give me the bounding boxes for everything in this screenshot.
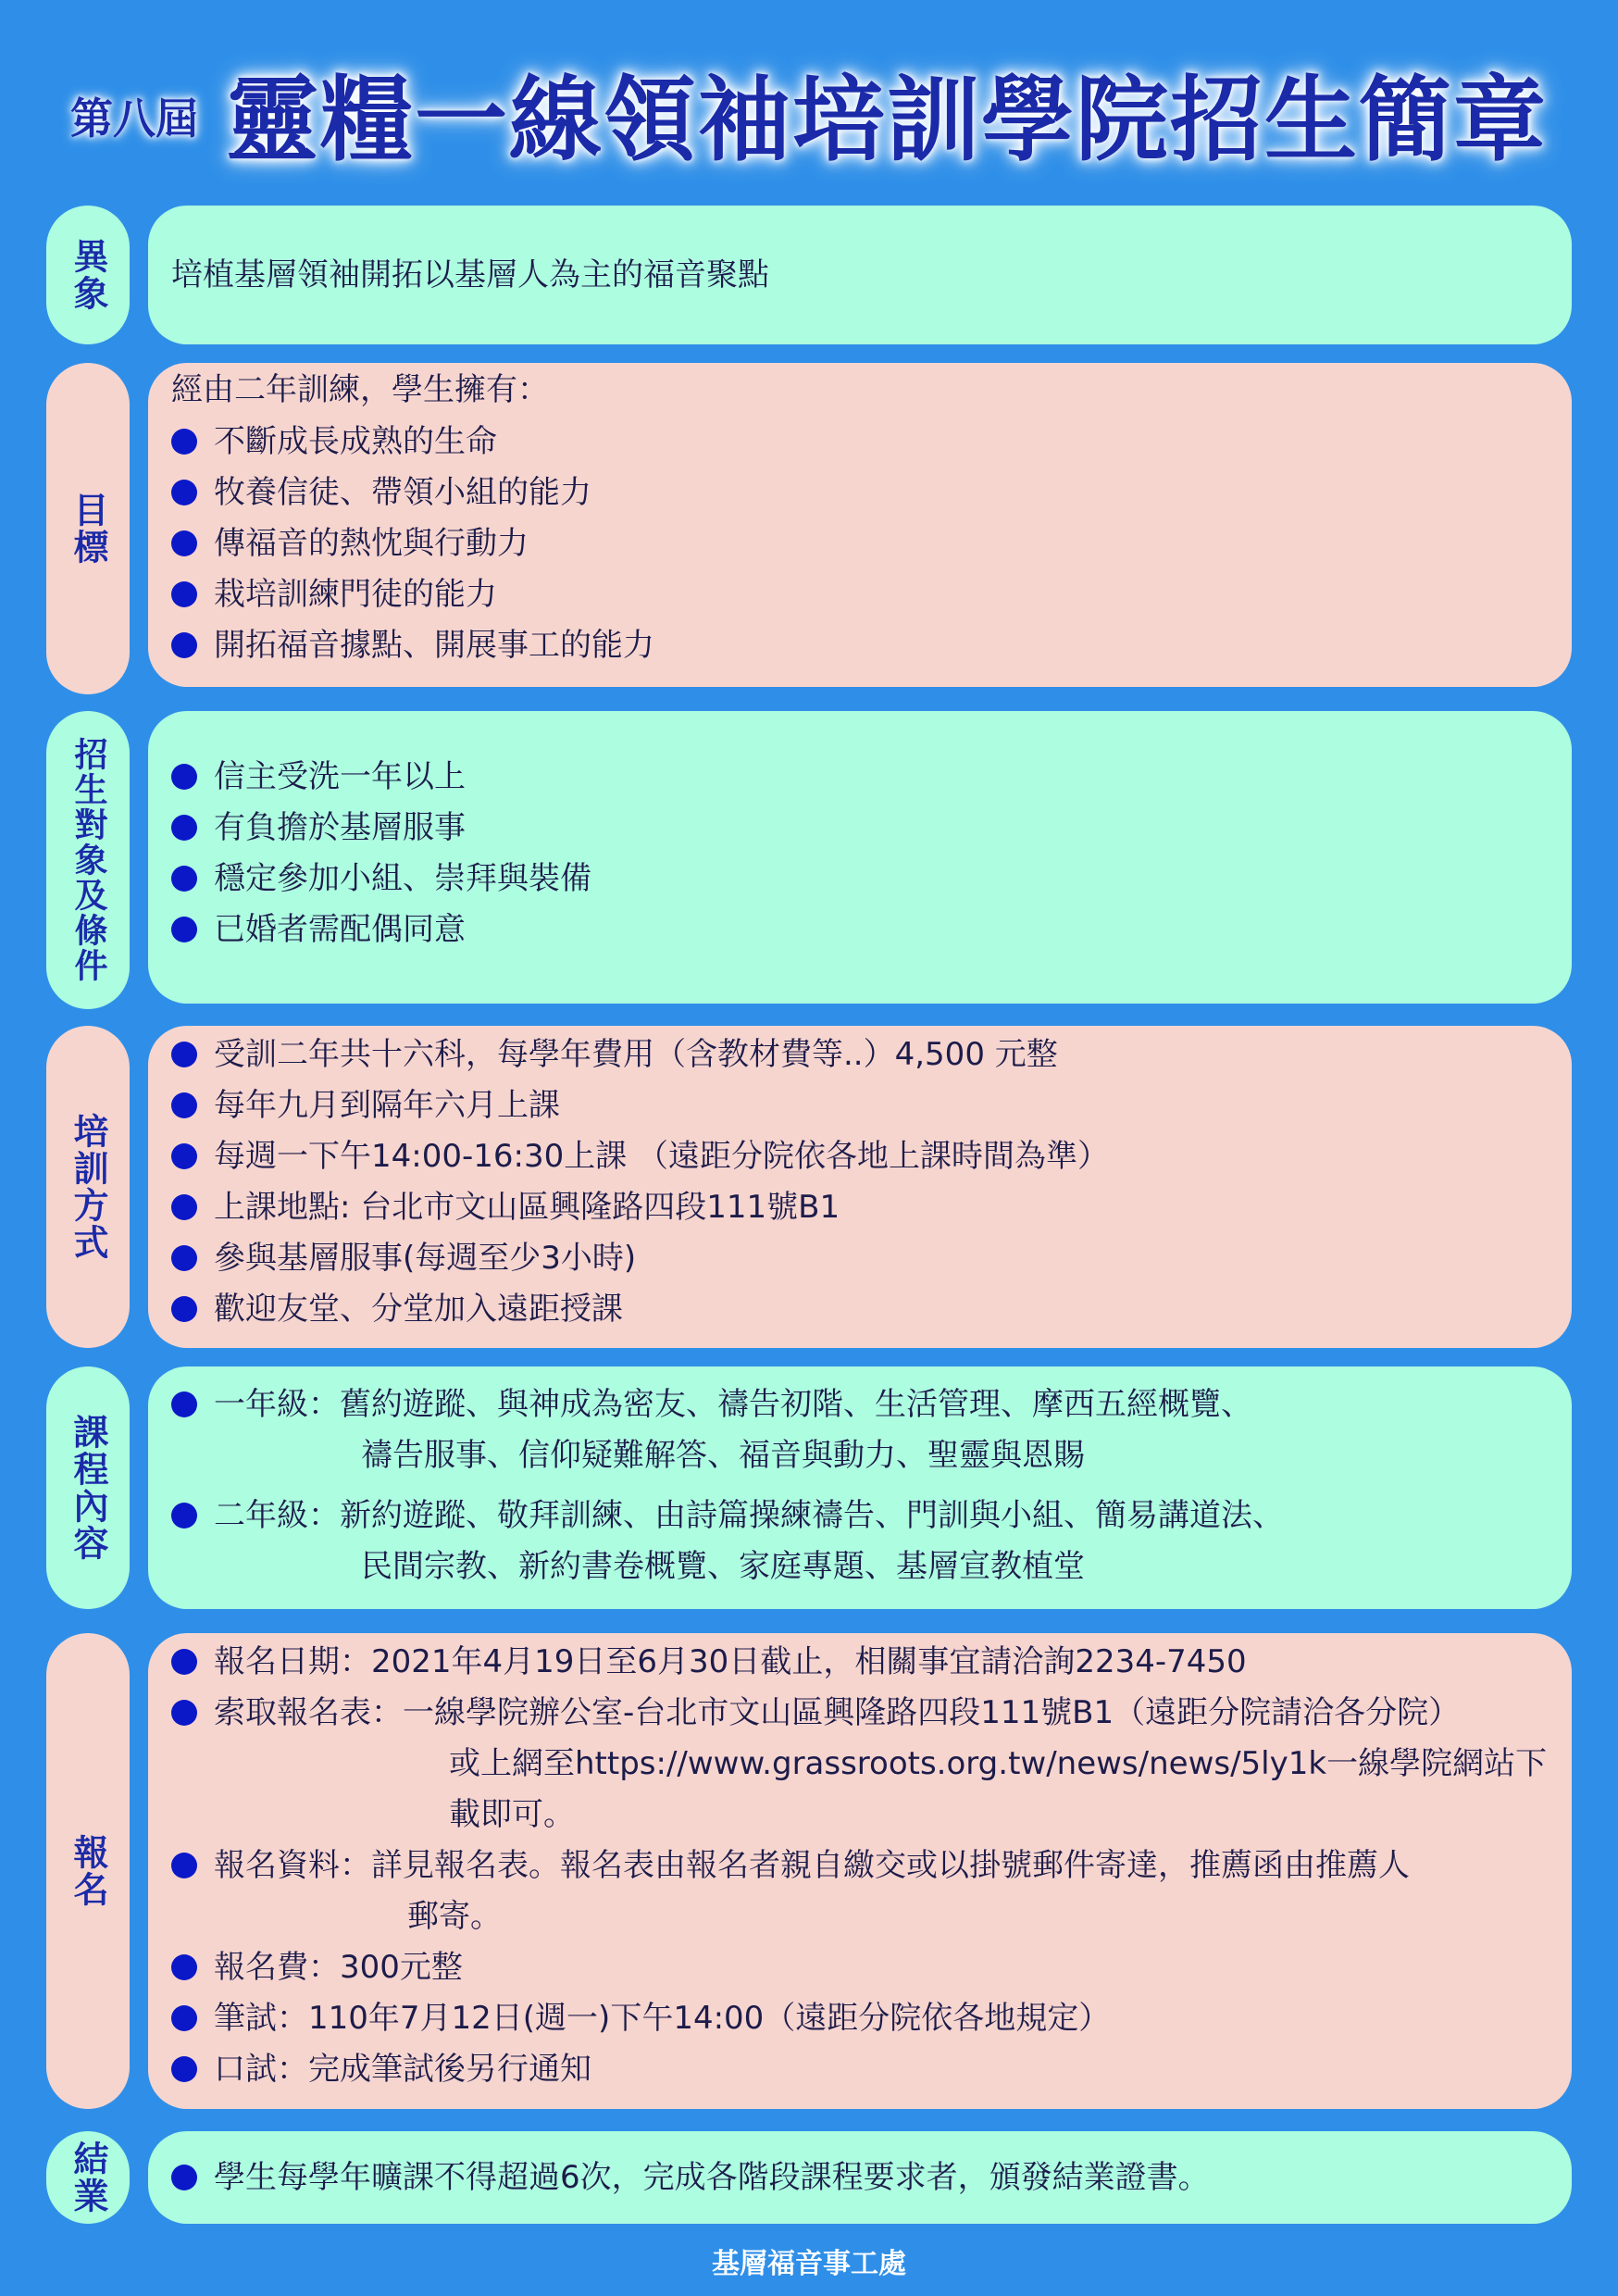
header [0,46,1618,174]
section-courses [148,1366,1572,1609]
edition-label: 第八屆 [70,94,198,144]
bullet-icon [171,1143,197,1169]
section-label-training: 培訓方式 [46,1026,130,1348]
section-eligibility [148,711,1572,1004]
section-label-registration: 報名 [46,1633,130,2109]
list-item: 受訓二年共十六科，每學年費用（含教材費等..）4,500 元整 [171,1029,1572,1080]
list-item: 栽培訓練門徒的能力 [171,569,1572,620]
bullet-icon [171,866,197,892]
bullet-icon [171,429,197,455]
list-item: 報名資料：詳見報名表。報名表由報名者親自繳交或以掛號郵件寄達，推薦函由推薦人 [171,1841,1572,1891]
section-goals [148,363,1572,687]
page-title: 靈糧一線領袖培訓學院招生簡章 [226,66,1548,174]
form-line-continued: 或上網至https://www.grassroots.org.tw/news/news/5ly1k一線學院網站下 [449,1745,1548,1782]
list-item: 每週一下午14:00-16:30上課 （遠距分院依各地上課時間為準） [171,1131,1572,1182]
list-item: 每年九月到隔年六月上課 [171,1080,1572,1131]
course-year1: 一年級：舊約遊蹤、與神成為密友、禱告初階、生活管理、摩西五經概覽、 [171,1379,1572,1430]
bullet-icon [171,917,197,942]
section-registration [148,1633,1572,2109]
list-item: 不斷成長成熟的生命 [171,417,1572,468]
bullet-icon [171,815,197,841]
goals-intro: 經由二年訓練，學生擁有： [171,371,549,408]
bullet-icon [171,1245,197,1271]
list-item: 筆試：110年7月12日(週一)下午14:00（遠距分院依各地規定） [171,1993,1572,2044]
bullet-icon [171,1194,197,1220]
bullet-icon [171,764,197,790]
list-item: 已婚者需配偶同意 [171,905,1572,955]
list-item: 報名日期：2021年4月19日至6月30日截止，相關事宜請洽詢2234-7450 [171,1637,1572,1688]
bullet-icon [171,1092,197,1118]
section-label-eligibility: 招生對象及條件 [46,711,130,1009]
bullet-icon [171,632,197,658]
course-year2: 二年級：新約遊蹤、敬拜訓練、由詩篇操練禱告、門訓與小組、簡易講道法、 [171,1491,1572,1541]
section-label-vision: 異象 [46,206,130,344]
bullet-icon [171,2165,197,2190]
form-line-continued: 載即可。 [449,1796,575,1833]
list-item: 索取報名表：一線學院辦公室-台北市文山區興隆路四段111號B1（遠距分院請洽各分院） [171,1688,1572,1739]
course-year2-continued: 民間宗教、新約書卷概覽、家庭專題、基層宣教植堂 [361,1548,1085,1585]
bullet-icon [171,2005,197,2031]
section-training [148,1026,1572,1348]
bullet-icon [171,1954,197,1980]
section-graduation [148,2131,1572,2224]
bullet-icon [171,2056,197,2082]
list-item: 信主受洗一年以上 [171,752,1572,803]
list-item: 歡迎友堂、分堂加入遠距授課 [171,1284,1572,1335]
bullet-icon [171,1649,197,1675]
bullet-icon [171,581,197,607]
bullet-icon [171,1042,197,1067]
bullet-icon [171,1296,197,1322]
section-label-graduation: 結業 [46,2131,130,2224]
list-item: 穩定參加小組、崇拜與裝備 [171,854,1572,905]
list-item: 參與基層服事(每週至少3小時) [171,1233,1572,1284]
list-item: 牧養信徒、帶領小組的能力 [171,468,1572,518]
list-item: 有負擔於基層服事 [171,803,1572,854]
footer-organization: 基層福音事工處 [712,2248,906,2280]
list-item: 傳福音的熱忱與行動力 [171,518,1572,569]
list-item: 學生每學年曠課不得超過6次，完成各階段課程要求者，頒發結業證書。 [171,2152,1210,2203]
bullet-icon [171,1853,197,1878]
section-label-courses: 課程內容 [46,1366,130,1609]
bullet-icon [171,1503,197,1529]
vision-text: 培植基層領袖開拓以基層人為主的福音聚點 [171,256,769,293]
list-item: 報名費：300元整 [171,1942,1572,1993]
bullet-icon [171,1391,197,1417]
section-vision [148,206,1572,344]
list-item: 上課地點: 台北市文山區興隆路四段111號B1 [171,1182,1572,1233]
list-item: 口試：完成筆試後另行通知 [171,2044,1572,2095]
bullet-icon [171,530,197,556]
list-item: 開拓福音據點、開展事工的能力 [171,620,1572,671]
docs-line-continued: 郵寄。 [407,1898,502,1935]
bullet-icon [171,480,197,505]
section-label-goals: 目標 [46,363,130,694]
course-year1-continued: 禱告服事、信仰疑難解答、福音與動力、聖靈與恩賜 [361,1437,1085,1474]
bullet-icon [171,1700,197,1726]
